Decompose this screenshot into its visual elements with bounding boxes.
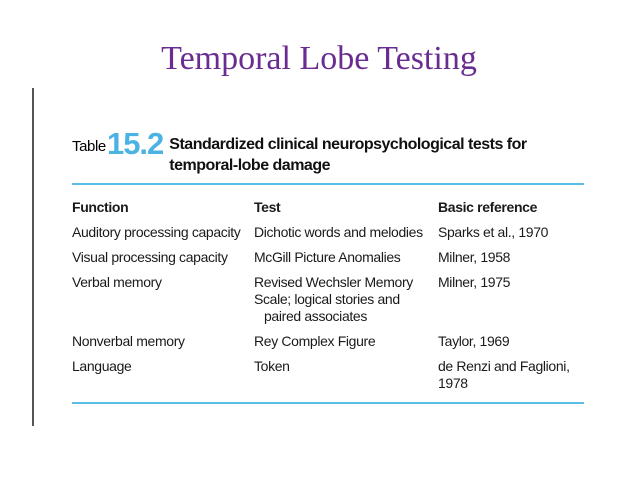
table-row [72,274,584,333]
table-bottom-rule [72,402,584,404]
caption-number: 15.2 [106,126,164,161]
header-reference: Basic reference [438,199,538,215]
table-top-rule [72,183,584,185]
cell-reference: Sparks et al., 1970 [438,224,549,240]
slide-title: Temporal Lobe Testing [161,40,477,77]
table-row [72,358,584,400]
header-test: Test [254,199,281,215]
table-header-row [72,199,584,224]
cell-reference: Taylor, 1969 [438,333,510,349]
table-row [72,333,584,358]
cell-test [254,249,438,274]
table-row [72,249,584,274]
caption-label: Table [72,138,106,155]
test-table [72,199,584,400]
table-figure [72,128,584,404]
cell-function: Language [72,358,132,374]
cell-test [254,333,438,358]
cell-test-line: Token [254,358,290,374]
cell-test-line: Rey Complex Figure [254,333,376,349]
cell-reference: Milner, 1975 [438,274,511,290]
cell-test-line: Revised Wechsler Memory [254,274,413,290]
cell-test [254,358,438,400]
cell-test-line: Dichotic words and melodies [254,224,423,240]
caption-title: Standardized clinical neuropsychological tests for temporal-lobe damage [169,136,527,174]
cell-test [254,224,438,249]
cell-reference: de Renzi and Faglioni, 1978 [438,358,570,391]
cell-test-line: paired associates [264,308,368,324]
header-function: Function [72,199,129,215]
cell-test [254,274,438,333]
cell-function: Auditory processing capacity [72,224,241,240]
cell-function: Visual processing capacity [72,249,228,265]
cell-test-line: Scale; logical stories and [254,291,400,307]
cell-function: Verbal memory [72,274,162,290]
left-divider [32,88,34,426]
cell-reference: Milner, 1958 [438,249,511,265]
table-row [72,224,584,249]
cell-function: Nonverbal memory [72,333,185,349]
table-caption [72,128,584,176]
cell-test-line: McGill Picture Anomalies [254,249,401,265]
